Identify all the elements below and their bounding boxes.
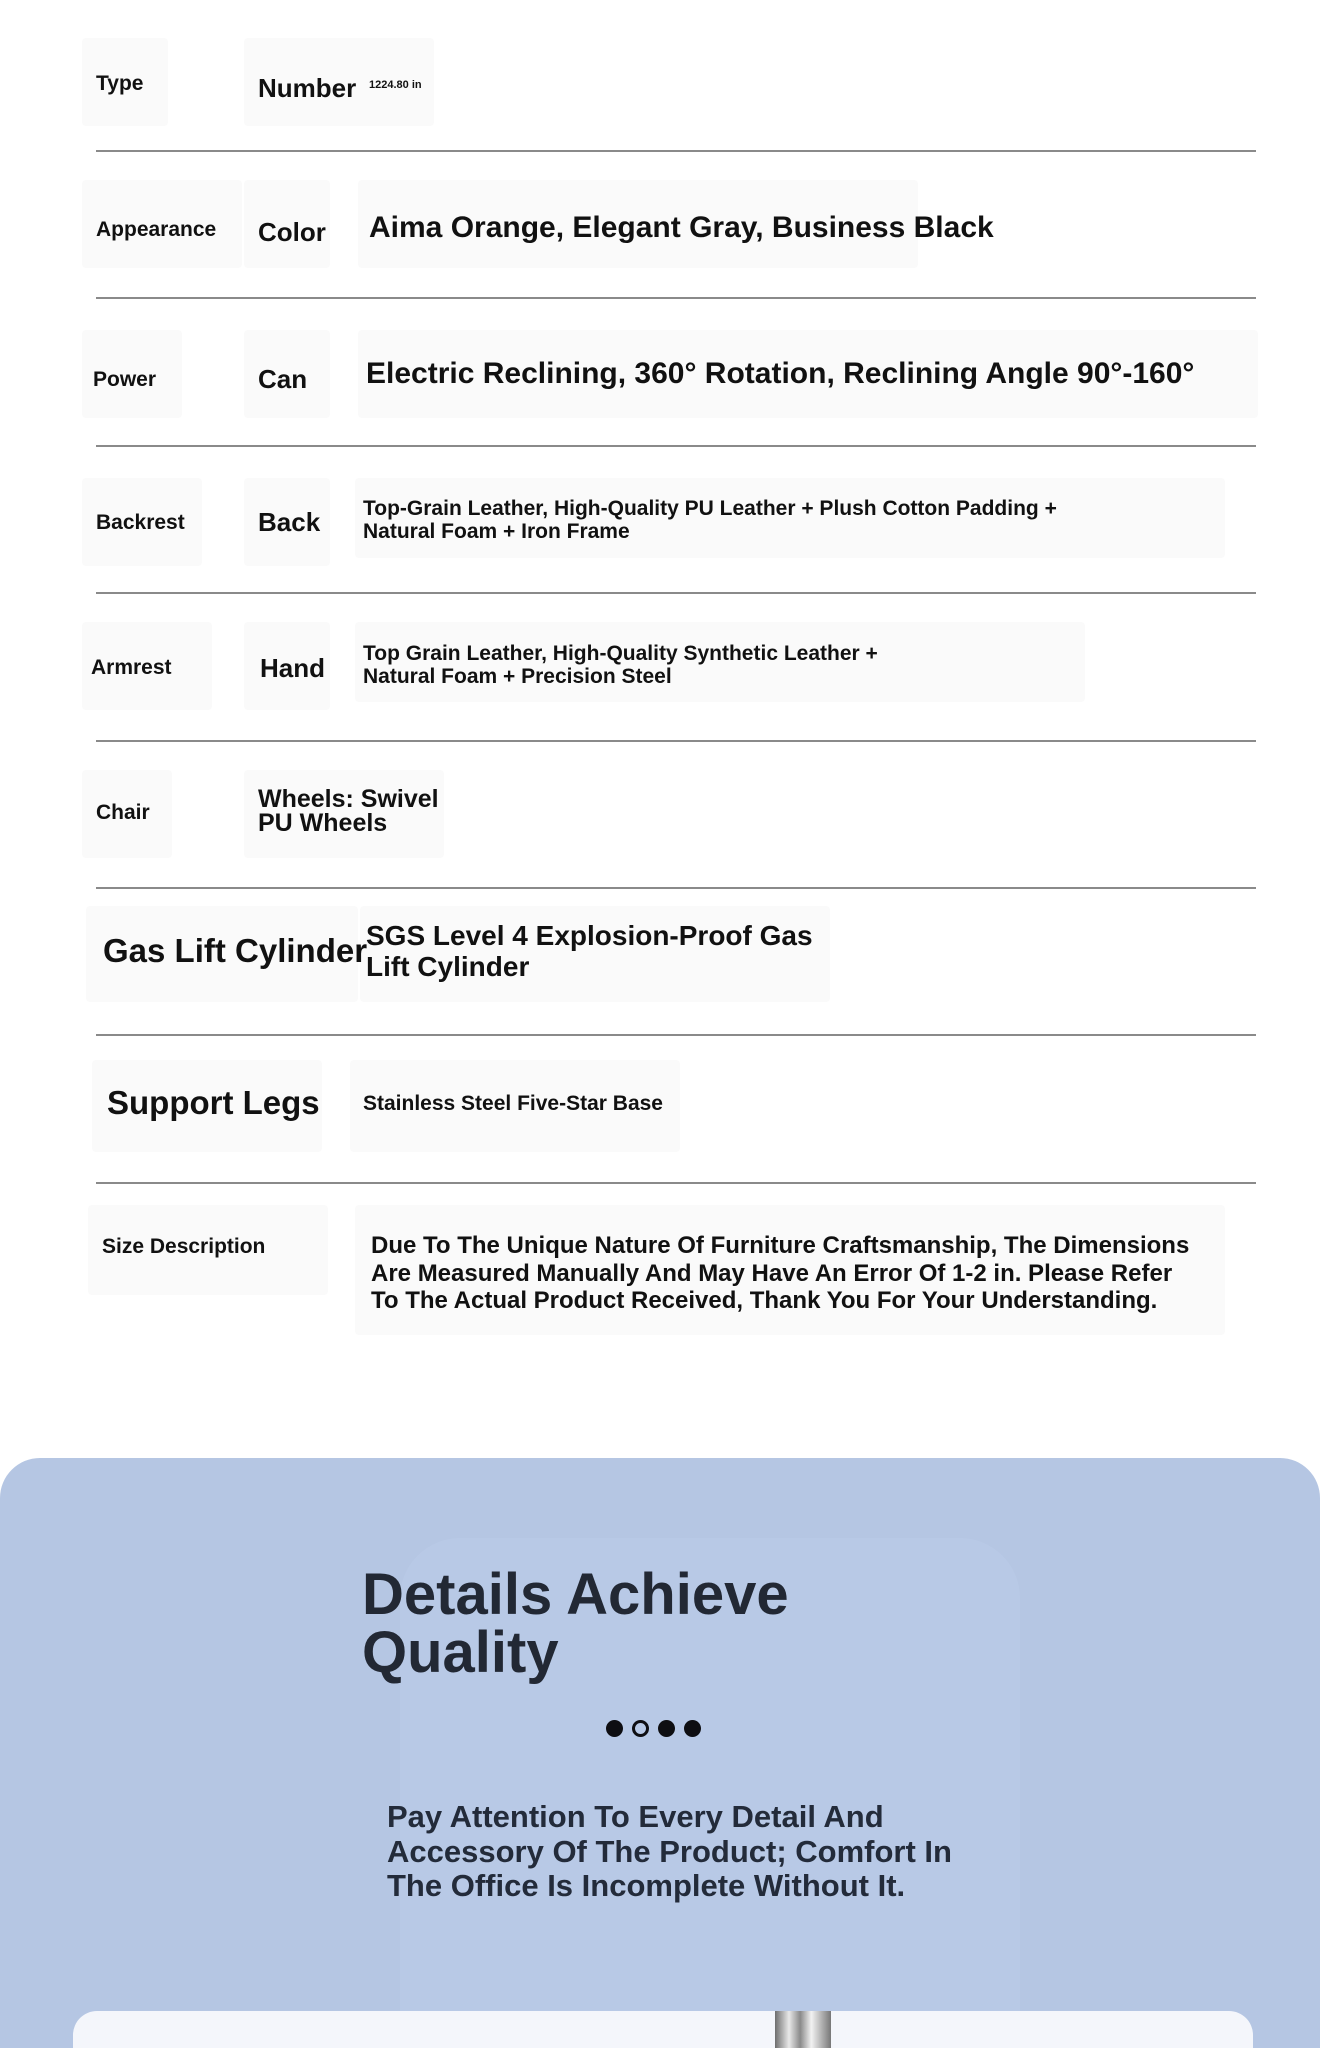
spec-value-armrest — [363, 643, 878, 688]
carousel-dot-1[interactable] — [606, 1720, 623, 1737]
details-text-line: Accessory Of The Product; Comfort In — [387, 1833, 952, 1869]
spec-value-line: PU Wheels — [258, 808, 388, 837]
spec-divider — [96, 740, 1256, 742]
spec-value-line: Wheels: Swivel — [258, 785, 439, 813]
spec-value-wheels — [258, 785, 439, 837]
spec-value-power: Electric Reclining, 360° Rotation, Reclining Angle 90°-160° — [366, 357, 1195, 390]
spec-value-line: Top-Grain Leather, High-Quality PU Leather + Plush Cotton Padding + — [363, 497, 1057, 520]
spec-value-line: SGS Level 4 Explosion-Proof Gas — [366, 920, 813, 951]
carousel-dot-4[interactable] — [684, 1720, 701, 1737]
details-text-line: Pay Attention To Every Detail And — [387, 1799, 884, 1834]
spec-label-chair: Chair — [96, 801, 150, 824]
spec-label-backrest: Backrest — [96, 511, 185, 534]
details-section — [0, 1458, 1320, 2048]
spec-value-line: Natural Foam + Precision Steel — [363, 664, 672, 688]
carousel-dot-3[interactable] — [658, 1720, 675, 1737]
spec-label-power: Power — [93, 368, 157, 391]
spec-label-appearance: Appearance — [96, 218, 217, 241]
spec-divider — [96, 297, 1256, 299]
spec-label-support-legs: Support Legs — [107, 1084, 320, 1121]
details-title-line: Details Achieve — [362, 1562, 789, 1627]
spec-value-number: 1224.80 in — [369, 79, 422, 91]
product-image-panel — [73, 2011, 1253, 2048]
spec-value-size-description — [371, 1232, 1189, 1315]
spec-value-line: Lift Cylinder — [366, 950, 530, 982]
details-text-line: The Office Is Incomplete Without It. — [387, 1868, 906, 1904]
spec-label-type: Type — [96, 72, 144, 95]
spec-label-gas-lift: Gas Lift Cylinder — [103, 932, 368, 969]
spec-key-back: Back — [258, 507, 321, 537]
spec-value-line: Due To The Unique Nature Of Furniture Craftsmanship, The Dimensions — [371, 1232, 1190, 1259]
spec-value-support-legs: Stainless Steel Five-Star Base — [363, 1092, 663, 1115]
spec-value-line: Natural Foam + Iron Frame — [363, 519, 630, 543]
details-title — [362, 1562, 922, 1685]
spec-value-backrest — [363, 498, 1057, 543]
spec-divider — [96, 1034, 1256, 1036]
spec-value-line: Top Grain Leather, High-Quality Synthetic Leather + — [363, 642, 878, 665]
carousel-dot-2-active[interactable] — [632, 1720, 649, 1737]
spec-value-line: To The Actual Product Received, Thank You For Your Understanding. — [371, 1287, 1158, 1315]
spec-label-size-description: Size Description — [102, 1235, 266, 1258]
spec-value-line: Are Measured Manually And May Have An Error Of 1-2 in. Please Refer — [371, 1259, 1173, 1287]
spec-key-can: Can — [258, 364, 308, 394]
spec-key-hand: Hand — [260, 653, 325, 683]
spec-label-armrest: Armrest — [91, 656, 172, 679]
spec-key-color: Color — [258, 217, 326, 247]
details-title-line: Quality — [362, 1620, 559, 1685]
carousel-dots — [606, 1720, 701, 1742]
spec-divider — [96, 445, 1256, 447]
spec-value-gas-lift — [366, 921, 813, 983]
spec-key-number: Number — [258, 73, 357, 103]
chair-gas-cylinder-image — [775, 2011, 831, 2048]
spec-value-color: Aima Orange, Elegant Gray, Business Black — [369, 211, 994, 244]
spec-divider — [96, 1182, 1256, 1184]
spec-divider — [96, 887, 1256, 889]
spec-divider — [96, 592, 1256, 594]
details-description — [387, 1800, 1007, 1904]
spec-divider — [96, 150, 1256, 152]
